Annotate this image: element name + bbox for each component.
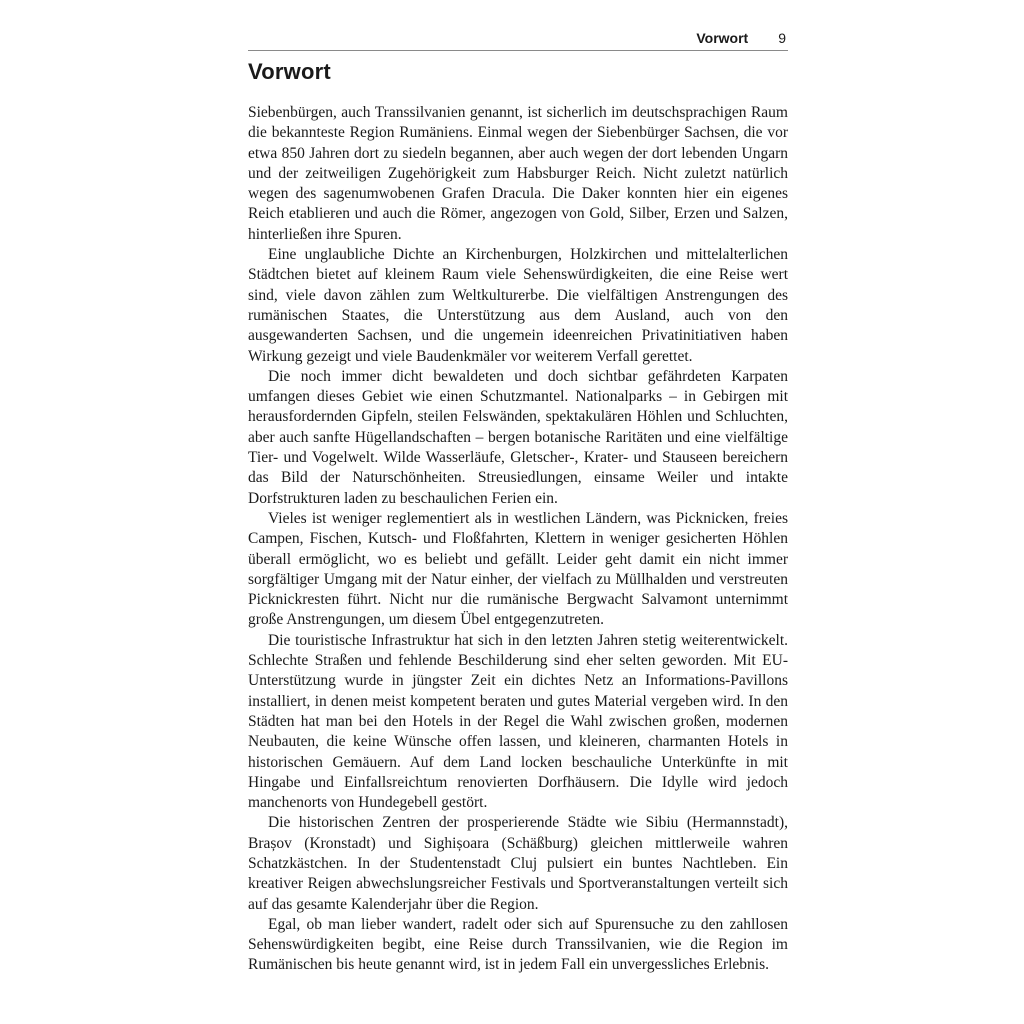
paragraph-3: Die noch immer dicht bewaldeten und doch sichtbar gefährdeten Karpaten umfangen dieses Gebiet wie einen Schutzmantel. Nationalparks – in Gebirgen mit herausfordernden Gipfeln, steilen Felswänden, spektakulären Höhlen und Schluchten, aber auch sanfte Hügellandschaften – bergen botanische Raritäten und eine vielfältige Tier- und Vogelwelt. Wilde Wasserläufe, Gletscher-, Krater- und Stauseen bereichern das Bild der Naturschönheiten. Streusiedlungen, einsame Weiler und intakte Dorfstrukturen laden zu beschaulichen Ferien ein. [248, 367, 788, 507]
page-number: 9 [778, 30, 786, 46]
paragraph-2: Eine unglaubliche Dichte an Kirchenburgen, Holzkirchen und mittelalterlichen Städtchen bietet auf kleinem Raum viele Sehenswürdigkeiten, die eine Reise wert sind, viele davon zählen zum Weltkulturerbe. Die vielfältigen Anstrengungen des rumänischen Staates, die Unterstützung aus dem Ausland, auch von den ausgewanderten Sachsen, und die ungemein ideenreichen Privatinitiativen haben Wirkung gezeigt und viele Baudenkmäler vor weiterem Verfall gerettet. [248, 246, 788, 365]
paragraph-5: Die touristische Infrastruktur hat sich in den letzten Jahren stetig weiterentwickelt. Schlechte Straßen und fehlende Beschilderung sind eher selten geworden. Mit EU-Unterstützung wurde in jüngster Zeit ein dichtes Netz an Informations-Pavillons installiert, in denen meist kompetent beraten und gutes Material vergeben wird. In den Städten hat man bei den Hotels in der Regel die Wahl zwischen großen, modernen Neubauten, die keine Wünsche offen lassen, und kleineren, charmanten Hotels in historischen Gemäuern. Auf dem Land locken beschauliche Unterkünfte in mit Hingabe und Einfallsreichtum renovierten Dorfhäusern. Die Idylle wird jedoch manchenorts von Hundegebell gestört. [248, 631, 788, 812]
paragraph-1: Siebenbürgen, auch Transsilvanien genannt, ist sicherlich im deutschsprachigen Raum die bekannteste Region Rumäniens. Einmal wegen der Siebenbürger Sachsen, die vor etwa 850 Jahren dort zu siedeln begannen, aber auch wegen der dort lebenden Ungarn und der zeitweiligen Zugehörigkeit zum Habsburger Reich. Nicht zuletzt natürlich wegen des sagenumwobenen Grafen Dracula. Die Daker konnten hier ein eigenes Reich etablieren und auch die Römer, angezogen von Gold, Silber, Erzen und Salzen, hinterließen ihre Spuren. [248, 104, 788, 243]
body-text [248, 103, 788, 976]
running-head [248, 30, 788, 51]
paragraph-7: Egal, ob man lieber wandert, radelt oder sich auf Spurensuche zu den zahllosen Sehenswürdigkeiten begibt, eine Reise durch Transsilvanien, wie die Region im Rumänischen bis heute genannt wird, ist in jedem Fall ein unvergessliches Erlebnis. [248, 915, 788, 974]
running-head-section: Vorwort [696, 30, 749, 46]
paragraph-4: Vieles ist weniger reglementiert als in westlichen Ländern, was Picknicken, freies Campen, Fischen, Kutsch- und Floßfahrten, Klettern in weniger gesicherten Höhlen überall ermöglicht, wo es beliebt und gefällt. Leider geht damit ein nicht immer sorgfältiger Umgang mit der Natur einher, der vielfach zu Müllhalden und verstreuten Picknickresten führt. Nicht nur die rumänische Bergwacht Salvamont unternimmt große Anstrengungen, um diesem Übel entgegenzutreten. [248, 509, 788, 629]
paragraph-6: Die historischen Zentren der prosperierende Städte wie Sibiu (Hermannstadt), Brașov (Kronstadt) und Sighișoara (Schäßburg) gleichen mittlerweile wahren Schatzkästchen. In der Studentenstadt Cluj pulsiert ein buntes Nachtleben. Ein kreativer Reigen abwechslungsreicher Festivals und Sportveranstaltungen verteilt sich auf das gesamte Kalenderjahr über die Region. [248, 814, 788, 913]
book-page [248, 30, 788, 976]
page-title: Vorwort [248, 59, 331, 84]
